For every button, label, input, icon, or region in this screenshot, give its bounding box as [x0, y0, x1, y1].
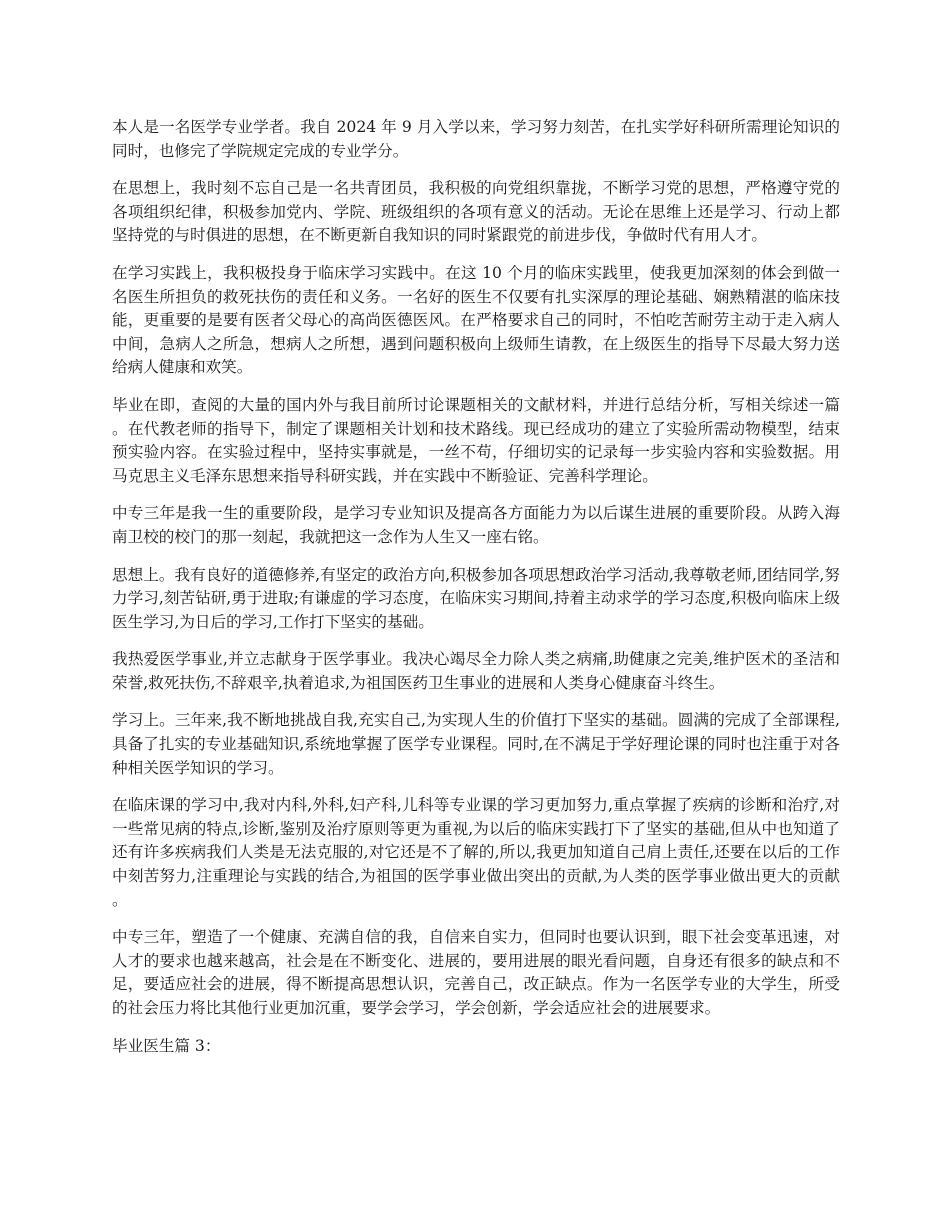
paragraph-summary: 中专三年，塑造了一个健康、充满自信的我，自信来自实力，但同时也要认识到，眼下社会变革迅速，对人才的要求也越来越高，社会是在不断变化、进展的，要用进展的眼光看问题，自身还有很多的缺点和不足，要适应社会的进展，得不断提高思想认识，完善自己，改正缺点。作为一名医学专业的大学生，所受的社会压力将比其他行业更加沉重，要学会学习，学会创新，学会适应社会的进展要求。 — [112, 928, 840, 1017]
document-page — [112, 116, 840, 1072]
paragraph-study: 学习上。三年来,我不断地挑战自我,充实自己,为实现人生的价值打下坚实的基础。圆满的完成了全部课程,具备了扎实的专业基础知识,系统地掌握了医学专业课程。同时,在不满足于学好理论课的同时也注重于对各种相关医学知识的学习。 — [112, 711, 840, 777]
section-heading: 毕业医生篇 3： — [112, 1036, 221, 1055]
paragraph-thought: 在思想上，我时刻不忘自己是一名共青团员，我积极的向党组织靠拢，不断学习党的思想，严格遵守党的各项组织纪律，积极参加党内、学院、班级组织的各项有意义的活动。无论在思维上还是学习、行动上都坚持党的与时俱进的思想，在不断更新自我知识的同时紧跟党的前进步伐，争做时代有用人才。 — [112, 179, 840, 245]
paragraph-clinical: 在临床课的学习中,我对内科,外科,妇产科,儿科等专业课的学习更加努力,重点掌握了疾病的诊断和治疗,对一些常见病的特点,诊断,鉴别及治疗原则等更为重视,为以后的临床实践打下了坚实的基础,但从中也知道了还有许多疾病我们人类是无法克服的,对它还是不了解的,所以,我更加知道自己肩上责任,还要在以后的工作中刻苦努力,注重理论与实践的结合,为祖国的医学事业做出突出的贡献,为人类的医学事业做出更大的贡献。 — [112, 796, 840, 909]
paragraph-dedication: 我热爱医学事业,并立志献身于医学事业。我决心竭尽全力除人类之病痛,助健康之完美,维护医术的圣洁和荣誉,救死扶伤,不辞艰辛,执着追求,为祖国医药卫生事业的进展和人类身心健康奋斗终生。 — [112, 650, 840, 692]
paragraph-school: 中专三年是我一生的重要阶段，是学习专业知识及提高各方面能力为以后谋生进展的重要阶段。从跨入海南卫校的校门的那一刻起，我就把这一念作为人生又一座右铭。 — [112, 504, 840, 546]
paragraph-research: 毕业在即，查阅的大量的国内外与我目前所讨论课题相关的文献材料，并进行总结分析，写相关综述一篇。在代教老师的指导下，制定了课题相关计划和技术路线。现已经成功的建立了实验所需动物模型，结束预实验内容。在实验过程中，坚持实事就是，一丝不苟，仔细切实的记录每一步实验内容和实验数据。用马克思主义毛泽东思想来指导科研实践，并在实践中不断验证、完善科学理论。 — [112, 395, 840, 485]
paragraph-practice: 在学习实践上，我积极投身于临床学习实践中。在这 10 个月的临床实践里，使我更加深刻的体会到做一名医生所担负的救死扶伤的责任和义务。一名好的医生不仅要有扎实深厚的理论基础、娴熟精湛的临床技能，更重要的是要有医者父母心的高尚医德医风。在严格要求自己的同时，不怕吃苦耐劳主动于走入病人中间，急病人之所急，想病人之所想，遇到问题积极向上级师生请教，在上级医生的指导下尽最大努力送给病人健康和欢笑。 — [112, 263, 840, 377]
paragraph-ideology: 思想上。我有良好的道德修养,有坚定的政治方向,积极参加各项思想政治学习活动,我尊敬老师,团结同学,努力学习,刻苦钻研,勇于进取;有谦虚的学习态度，在临床实习期间,持着主动求学的学习态度,积极向临床上级医生学习,为日后的学习,工作打下坚实的基础。 — [112, 565, 840, 631]
paragraph-intro: 本人是一名医学专业学者。我自 2024 年 9 月入学以来，学习努力刻苦，在扎实学好科研所需理论知识的同时，也修完了学院规定完成的专业学分。 — [112, 118, 840, 160]
